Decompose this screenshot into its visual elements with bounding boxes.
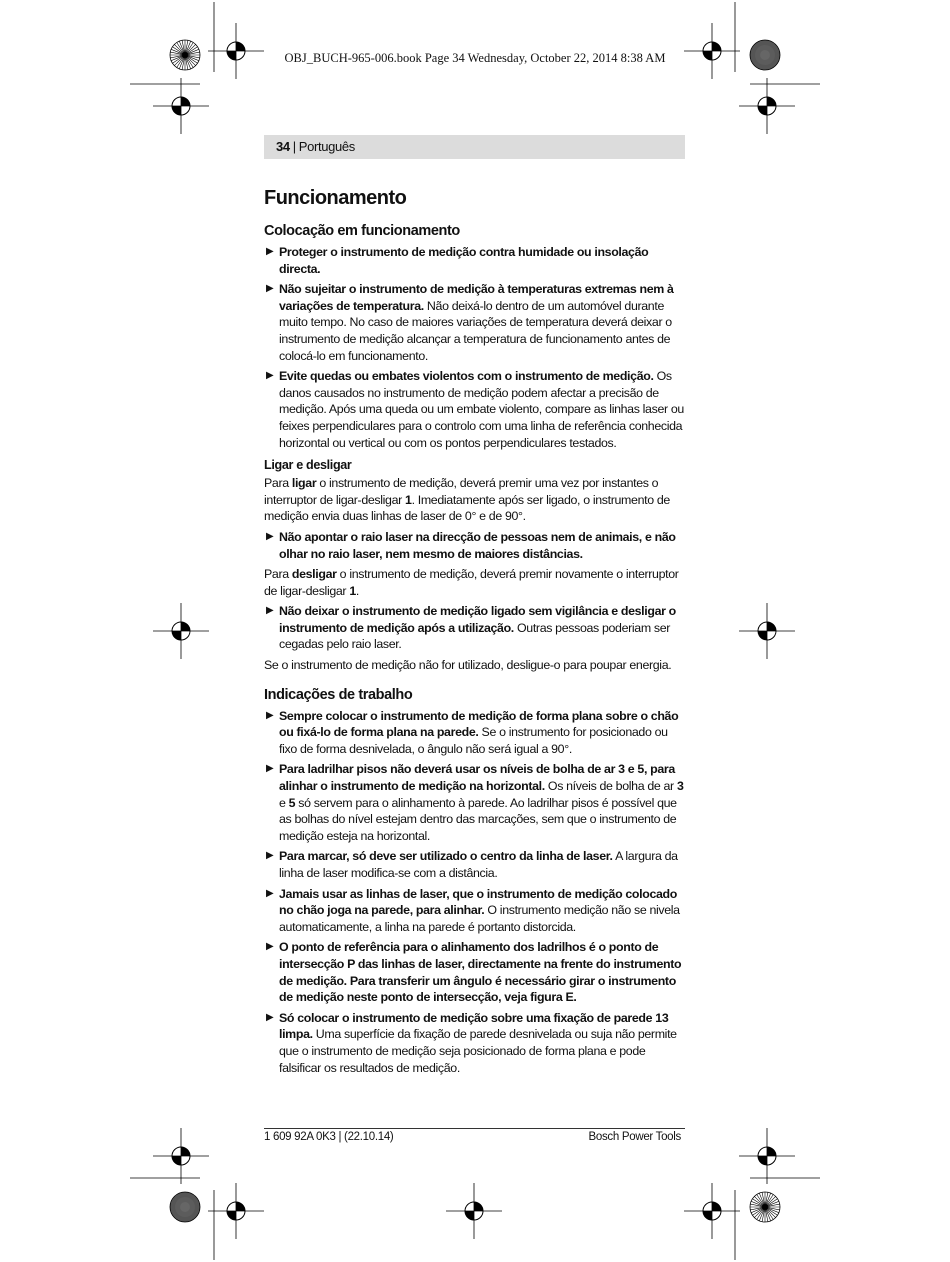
triangle-bullet-icon: ▶ — [266, 1011, 274, 1023]
triangle-bullet-icon: ▶ — [266, 763, 274, 775]
registration-mark-icon — [684, 1183, 740, 1239]
paragraph-ligar — [264, 475, 685, 525]
list-item — [264, 603, 685, 653]
page-title: Funcionamento — [264, 187, 407, 209]
bullet-list-warning-unattended — [264, 603, 685, 653]
text-run-bold: 1 — [349, 583, 356, 598]
bullet-text: só servem para o alinhamento à parede. Ao ladrilhar pisos é possível que as bolhas do nível estejam dentro das marcações, sem que o instrumento de medição esteja na horizontal. — [279, 795, 677, 843]
triangle-bullet-icon: ▶ — [266, 605, 274, 617]
running-head-separator: | — [292, 138, 296, 154]
bullet-text: O instrumento medição não se nivela automaticamente, a linha na parede é portanto distorcida. — [279, 903, 680, 934]
list-item — [264, 1010, 685, 1076]
bullet-text: e — [279, 795, 289, 810]
section-heading-colocacao: Colocação em funcionamento — [264, 223, 460, 239]
list-item — [264, 708, 685, 758]
registration-mark-icon — [739, 78, 795, 134]
text-run-bold: 1 — [405, 492, 412, 507]
registration-mark-icon — [208, 1183, 264, 1239]
text-run-bold: 3 — [676, 779, 684, 794]
triangle-bullet-icon: ▶ — [266, 850, 274, 862]
bullet-text: A largura da linha de laser modifica-se com a distância. — [279, 849, 678, 880]
triangle-bullet-icon: ▶ — [266, 941, 274, 953]
bullet-bold-text: Não sujeitar o instrumento de medição à temperaturas extremas nem à variações de temperatura. — [279, 282, 674, 313]
bullet-text: Se o instrumento for posicionado ou fixo de forma desnivelada, o ângulo não será igual a 90°. — [279, 725, 668, 756]
paragraph-desligar — [264, 566, 685, 599]
registration-mark-icon — [153, 603, 209, 659]
running-head-language: Português — [298, 138, 355, 154]
registration-mark-icon — [739, 603, 795, 659]
bullet-bold-text: Não apontar o raio laser na direcção de pessoas nem de animais, e não olhar no raio laser, nem mesmo de maiores distâncias. — [279, 529, 676, 561]
bullet-bold-text: Proteger o instrumento de medição contra humidade ou insolação directa. — [279, 245, 649, 276]
list-item — [264, 281, 685, 364]
color-target-icon — [170, 1192, 200, 1222]
book-header: OBJ_BUCH-965-006.book Page 34 Wednesday, October 22, 2014 8:38 AM — [284, 51, 666, 65]
bullet-text: Não deixá-lo dentro de um automóvel durante muito tempo. No caso de maiores variações de temperatura deverá deixar o instrumento de medição alcançar a temperatura de funcionamento antes de colocá-lo em funcionamento. — [279, 298, 672, 363]
registration-mark-icon — [739, 1128, 795, 1184]
footer-document-number: 1 609 92A 0K3 | (22.10.14) — [264, 1131, 394, 1143]
list-item — [264, 886, 685, 936]
list-item — [264, 529, 685, 562]
triangle-bullet-icon: ▶ — [266, 709, 274, 721]
list-item — [264, 368, 685, 451]
triangle-bullet-icon: ▶ — [266, 887, 274, 899]
bullet-bold-text: Não deixar o instrumento de medição ligado sem vigilância e desligar o instrumento de medição após a utilização. — [279, 604, 676, 635]
text-run: Para — [264, 476, 292, 491]
bullet-text: Uma superfície da fixação de parede desnivelada ou suja não permite que o instrumento de medição seja posicionado de forma plana e pode falsificar os resultados de medição. — [279, 1027, 677, 1075]
text-run: . — [355, 583, 359, 598]
bullet-list-colocacao — [264, 244, 685, 451]
bullet-bold-text: Para marcar, só deve ser utilizado o centro da linha de laser. — [279, 849, 613, 864]
bullet-bold-text: Sempre colocar o instrumento de medição de forma plana sobre o chão ou fixá-lo de forma plana na parede. — [279, 708, 679, 740]
text-run: Para — [264, 567, 292, 582]
text-run-bold: desligar — [291, 567, 337, 582]
registration-mark-icon — [153, 1128, 209, 1184]
page-footer — [264, 1128, 685, 1143]
text-run: o instrumento de medição, deverá premir novamente o interruptor de ligar-desligar — [264, 567, 679, 598]
list-item — [264, 848, 685, 881]
page-number: 34 — [276, 138, 290, 154]
paragraph-energia: Se o instrumento de medição não for utilizado, desligue-o para poupar energia. — [264, 658, 672, 673]
triangle-bullet-icon: ▶ — [266, 530, 274, 542]
subsection-heading-ligar: Ligar e desligar — [264, 458, 352, 473]
triangle-bullet-icon: ▶ — [266, 246, 274, 257]
triangle-bullet-icon: ▶ — [266, 283, 274, 295]
bullet-list-warning-laser — [264, 529, 685, 562]
text-run: o instrumento de medição, deverá premir uma vez por instantes o interruptor de ligar-desligar — [264, 476, 659, 507]
bullet-bold-text: Só colocar o instrumento de medição sobre uma fixação de parede 13 limpa. — [279, 1010, 669, 1042]
list-item — [264, 244, 685, 277]
bullet-text: Os níveis de bolha de ar — [544, 779, 677, 794]
page-content — [264, 135, 685, 1080]
text-run: . Imediatamente após ser ligado, o instrumento de medição envia duas linhas de laser de 0° e de 90°. — [264, 492, 670, 524]
bullet-bold-text: Para ladrilhar pisos não deverá usar os níveis de bolha de ar 3 e 5, para alinhar o instrumento de medição na horizontal. — [279, 762, 675, 794]
bullet-text: Outras pessoas poderiam ser cegadas pelo raio laser. — [279, 620, 671, 652]
footer-brand: Bosch Power Tools — [588, 1131, 681, 1143]
bullet-text: Os danos causados no instrumento de medição podem afectar a precisão de medição. Após uma queda ou um embate violento, compare as linhas laser ou feixes perpendiculares para o controlo com uma linha de referência conhecida horizontal ou vertical ou com os pontos perpendiculares testados. — [279, 369, 684, 450]
list-item — [264, 761, 685, 844]
bullet-bold-text: Jamais usar as linhas de laser, que o instrumento de medição colocado no chão joga na parede, para alinhar. — [279, 886, 677, 918]
registration-mark-icon — [446, 1183, 502, 1239]
bullet-bold-text: Evite quedas ou embates violentos com o instrumento de medição. — [279, 369, 654, 384]
list-item — [264, 939, 685, 1005]
color-target-icon — [750, 1192, 780, 1222]
text-run-bold: 5 — [288, 795, 296, 810]
registration-mark-icon — [153, 78, 209, 134]
text-run-bold: ligar — [291, 476, 317, 491]
triangle-bullet-icon: ▶ — [266, 370, 274, 382]
bullet-bold-text: O ponto de referência para o alinhamento dos ladrilhos é o ponto de intersecção P das linhas de laser, directamente na frente do instrumento de medição. Para transferir um ângulo é necessário girar o instrumento de medição neste ponto de intersecção, veja figura E. — [279, 940, 682, 1005]
section-heading-indicacoes: Indicações de trabalho — [264, 686, 413, 703]
bullet-list-indicacoes — [264, 708, 685, 1076]
running-head — [264, 135, 685, 159]
